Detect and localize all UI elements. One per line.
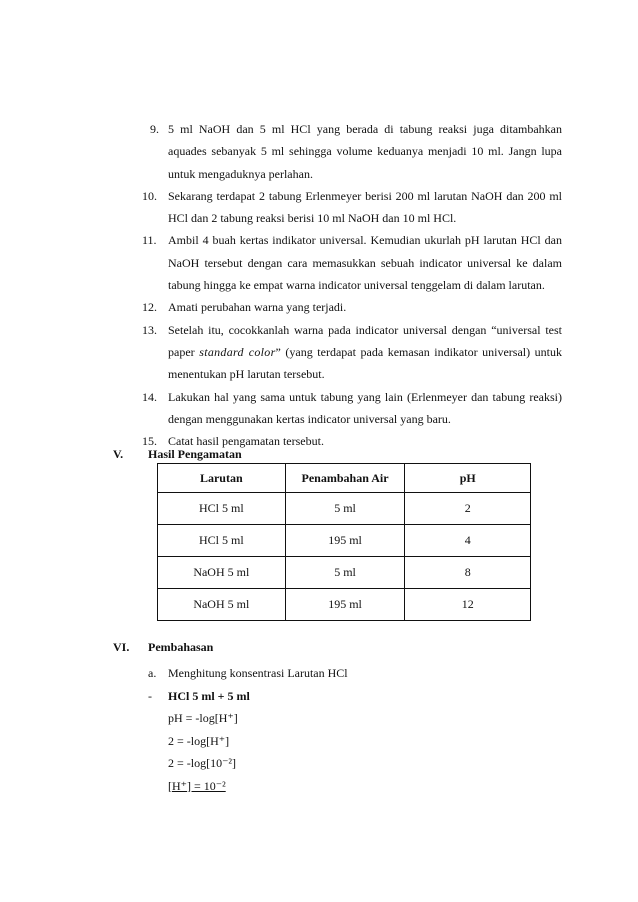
table-cell: 12 [405,589,531,621]
section-title: Pembahasan [148,640,214,654]
step-9 [142,118,562,185]
step-10 [142,185,562,230]
step-number: 15. [142,434,157,449]
section-number: V. [113,447,124,461]
step-text: Catat hasil pengamatan tersebut. [168,434,324,449]
step-13 [142,319,562,386]
step-text: Amati perubahan warna yang terjadi. [168,300,347,315]
column-header: Larutan [158,464,286,493]
item-marker: - [148,688,152,703]
equation-line: 2 = -log[10⁻²] [168,756,237,770]
step-number: 13. [142,322,157,337]
table-header-row [158,464,531,493]
table-cell: NaOH 5 ml [158,589,286,621]
step-text-italic: standard color [199,344,276,359]
table-cell: HCl 5 ml [158,525,286,557]
table-cell: 5 ml [285,493,405,525]
step-number: 11. [142,233,157,248]
step-text-part: ” (yang terdapat pada kemasan indikator universal) untuk menentukan pH larutan tersebut. [168,344,563,382]
step-number: 12. [142,300,157,315]
equation-line: pH = -log[H⁺] [168,711,238,725]
observation-table [157,463,531,621]
section-number: VI. [113,640,130,654]
equation-line-result [148,775,548,798]
table-cell: 4 [405,525,531,557]
step-text: 5 ml NaOH dan 5 ml HCl yang berada di tabung reaksi juga ditambahkan aquades sebanyak 5 ml sehingga volume keduanya menjadi 10 ml. Jangn lupa untuk mengaduknya perlahan. [168,122,562,181]
item-text: HCl 5 ml + 5 ml [168,688,250,703]
step-text-part: Setelah itu, cocokkanlah warna pada indicator universal dengan “universal test paper [168,322,562,359]
table-cell: 195 ml [285,525,405,557]
table-row [158,589,531,621]
step-number: 10. [142,188,157,203]
equation-result-text: [H⁺] = 10⁻² [168,778,226,793]
item-text: Menghitung konsentrasi Larutan HCl [168,666,348,680]
step-text: Sekarang terdapat 2 tabung Erlenmeyer berisi 200 ml larutan NaOH dan 200 ml HCl dan 2 tabung reaksi berisi 10 ml NaOH dan 10 ml HCl. [168,188,562,226]
procedure-steps [142,118,562,452]
step-number: 14. [142,389,157,404]
equation-line: 2 = -log[H⁺] [168,733,230,748]
table-cell: 8 [405,557,531,589]
table-row [158,525,531,557]
table-cell: 5 ml [285,557,405,589]
column-header: Penambahan Air [285,464,405,493]
table-cell: 195 ml [285,589,405,621]
discussion-block [148,662,548,797]
table-cell: 2 [405,493,531,525]
step-text: Ambil 4 buah kertas indikator universal. Kemudian ukurlah pH larutan HCl dan NaOH tersebut dengan cara memasukkan sebuah indicator universal ke dalam tabung hingga ke empat warna indicator universal tenggelam di dalam larutan. [168,233,562,293]
table-cell: NaOH 5 ml [158,557,286,589]
table-row [158,557,531,589]
step-11 [142,229,562,296]
step-text: Lakukan hal yang sama untuk tabung yang lain (Erlenmeyer dan tabung reaksi) dengan menggunakan kertas indicator universal yang baru. [168,389,562,426]
step-14 [142,386,562,431]
step-12 [142,296,562,318]
table-row [158,493,531,525]
discussion-item-a [148,662,548,685]
column-header: pH [405,464,531,493]
item-marker: a. [148,666,157,680]
step-number: 9. [150,122,159,136]
step-text [168,319,562,386]
section-title: Hasil Pengamatan [148,447,242,461]
table-cell: HCl 5 ml [158,493,286,525]
discussion-subitem [148,685,548,708]
